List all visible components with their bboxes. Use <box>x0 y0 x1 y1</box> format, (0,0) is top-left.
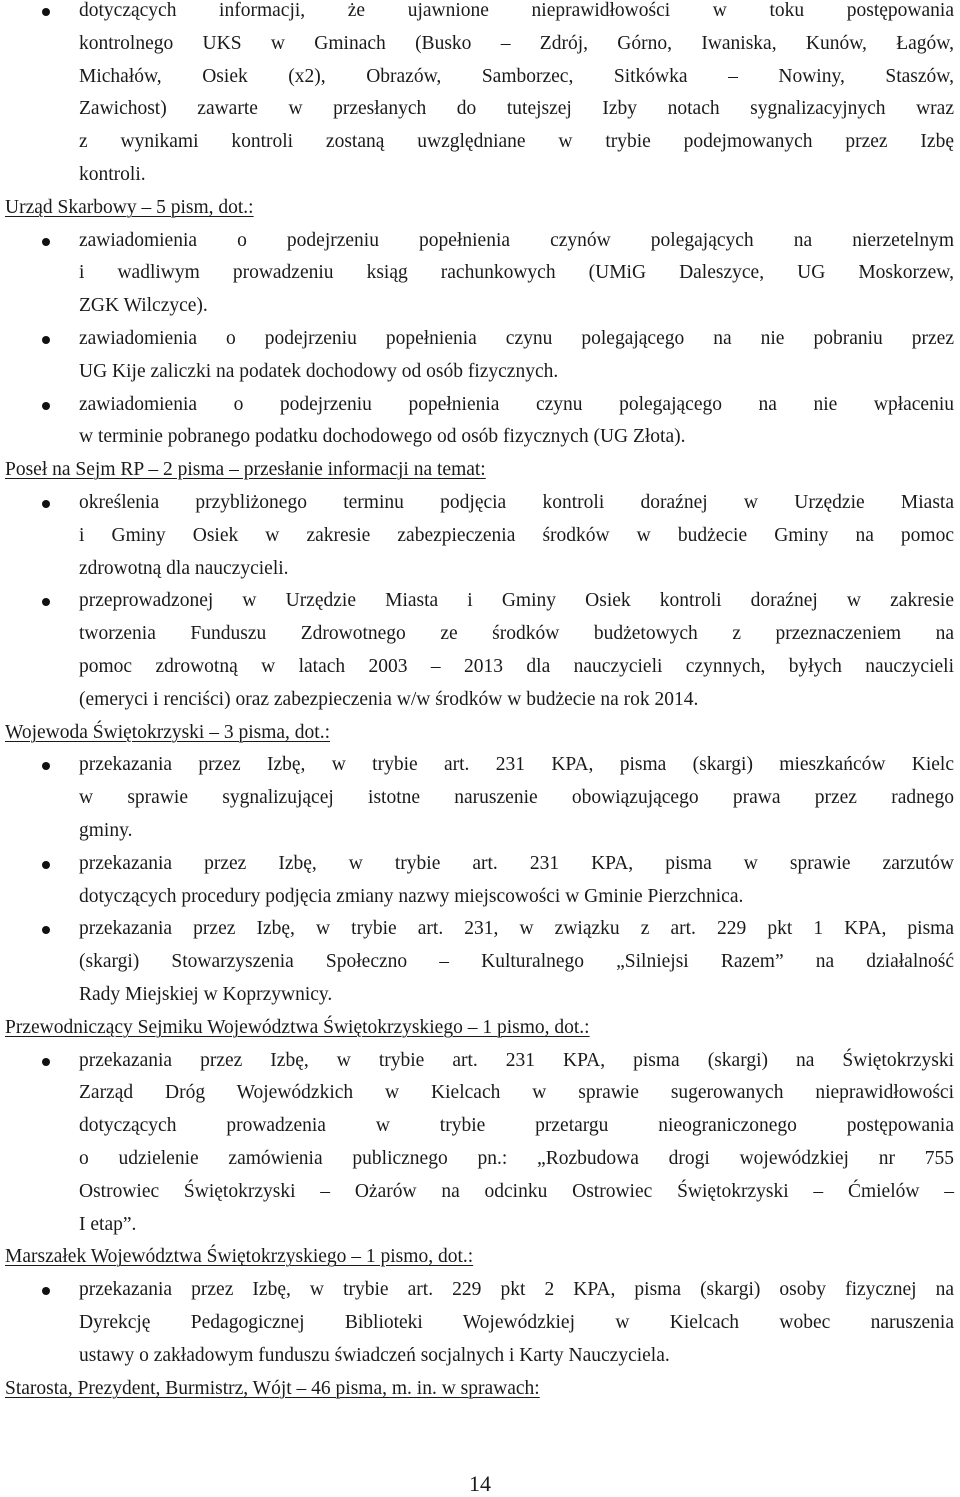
section-heading: Urząd Skarbowy – 5 pism, dot.: <box>5 196 254 218</box>
list-item-line: I etap”. <box>79 1213 137 1235</box>
list-item-line: zawiadomienia o podejrzeniu popełnienia czynu polegającego na nie wpłaceniu <box>79 393 954 415</box>
bullet-icon <box>42 1287 50 1295</box>
bullet-icon <box>42 8 50 16</box>
list-item-line: dotyczących informacji, że ujawnione nieprawidłowości w toku postępowania <box>79 0 954 21</box>
section-heading: Marszałek Województwa Świętokrzyskiego – 1 pismo, dot.: <box>5 1246 474 1268</box>
bullet-icon <box>42 598 50 606</box>
list-item-line: gminy. <box>79 820 133 841</box>
list-item-line: przeprowadzonej w Urzędzie Miasta i Gminy Osiek kontroli doraźnej w zakresie <box>79 590 954 612</box>
bullet-icon <box>42 336 50 344</box>
list-item-line: Ostrowiec Świętokrzyski – Ożarów na odcinku Ostrowiec Świętokrzyski – Ćmielów – <box>79 1180 954 1202</box>
list-item-line: i wadliwym prowadzeniu ksiąg rachunkowych (UMiG Daleszyce, UG Moskorzew, <box>79 262 954 284</box>
list-item-line: Zawichost) zawarte w przesłanych do tutejszej Izby notach sygnalizacyjnych wraz <box>79 98 954 120</box>
list-item-line: Rady Miejskiej w Koprzywnicy. <box>79 984 333 1005</box>
list-item-line: pomoc zdrowotną w latach 2003 – 2013 dla nauczycieli czynnych, byłych nauczycieli <box>79 656 954 677</box>
list-item-line: zawiadomienia o podejrzeniu popełnienia czynu polegającego na nie pobraniu przez <box>79 328 954 349</box>
list-item-line: dotyczących procedury podjęcia zmiany nazwy miejscowości w Gminie Pierzchnica. <box>79 885 744 907</box>
list-item-line: Michałów, Osiek (x2), Obrazów, Samborzec, Sitkówka – Nowiny, Staszów, <box>79 65 954 87</box>
list-item-line: Zarząd Dróg Wojewódzkich w Kielcach w sprawie sugerowanych nieprawidłowości <box>79 1082 954 1104</box>
list-item-line: z wynikami kontroli zostaną uwzględniane w trybie podejmowanych przez Izbę <box>79 131 954 153</box>
list-item-line: (emeryci i renciści) oraz zabezpieczenia w/w środków w budżecie na rok 2014. <box>79 688 699 710</box>
list-item-line: UG Kije zaliczki na podatek dochodowy od osób fizycznych. <box>79 360 559 382</box>
section-heading: Starosta, Prezydent, Burmistrz, Wójt – 46 pisma, m. in. w sprawach: <box>5 1377 540 1399</box>
section-heading: Poseł na Sejm RP – 2 pisma – przesłanie informacji na temat: <box>5 459 486 481</box>
list-item-line: kontrolnego UKS w Gminach (Busko – Zdrój, Górno, Iwaniska, Kunów, Łagów, <box>79 32 954 54</box>
page-number: 14 <box>469 1471 491 1496</box>
list-item-line: przekazania przez Izbę, w trybie art. 231, w związku z art. 229 pkt 1 KPA, pisma <box>79 918 954 940</box>
bullet-icon <box>42 926 50 934</box>
list-item-line: określenia przybliżonego terminu podjęcia kontroli doraźnej w Urzędzie Miasta <box>79 492 954 513</box>
list-item-line: w sprawie sygnalizującej istotne naruszenie obowiązującego prawa przez radnego <box>79 787 954 809</box>
bullet-icon <box>42 238 50 246</box>
bullet-icon <box>42 500 50 508</box>
list-item-line: i Gminy Osiek w zakresie zabezpieczenia środków w budżecie Gminy na pomoc <box>79 524 954 546</box>
list-item-line: Dyrekcję Pedagogicznej Biblioteki Wojewódzkiej w Kielcach wobec naruszenia <box>79 1312 954 1333</box>
list-item-line: przekazania przez Izbę, w trybie art. 231 KPA, pisma w sprawie zarzutów <box>79 852 954 874</box>
bullet-icon <box>42 1058 50 1066</box>
list-item-line: (skargi) Stowarzyszenia Społeczno – Kulturalnego „Silniejsi Razem” na działalność <box>79 951 954 973</box>
list-item-line: przekazania przez Izbę, w trybie art. 231 KPA, pisma (skargi) na Świętokrzyski <box>79 1049 954 1071</box>
bullet-icon <box>42 402 50 410</box>
bullet-icon <box>42 861 50 869</box>
list-item-line: przekazania przez Izbę, w trybie art. 231 KPA, pisma (skargi) mieszkańców Kielc <box>79 754 954 776</box>
section-heading: Wojewoda Świętokrzyski – 3 pisma, dot.: <box>5 721 331 743</box>
list-item-line: ustawy o zakładowym funduszu świadczeń socjalnych i Karty Nauczyciela. <box>79 1344 670 1366</box>
section-heading: Przewodniczący Sejmiku Województwa Świętokrzyskiego – 1 pismo, dot.: <box>5 1016 590 1038</box>
list-item-line: ZGK Wilczyce). <box>79 295 208 317</box>
list-item-line: o udzielenie zamówienia publicznego pn.: „Rozbudowa drogi wojewódzkiej nr 755 <box>79 1148 954 1169</box>
list-item-line: tworzenia Funduszu Zdrowotnego ze środków budżetowych z przeznaczeniem na <box>79 623 954 645</box>
list-item-line: zdrowotną dla nauczycieli. <box>79 557 289 579</box>
list-item-line: dotyczących prowadzenia w trybie przetargu nieograniczonego postępowania <box>79 1115 954 1137</box>
list-item-line: kontroli. <box>79 164 146 185</box>
list-item-line: przekazania przez Izbę, w trybie art. 229 pkt 2 KPA, pisma (skargi) osoby fizycznej na <box>79 1279 954 1301</box>
list-item-line: w terminie pobranego podatku dochodowego od osób fizycznych (UG Złota). <box>79 426 686 448</box>
list-item-line: zawiadomienia o podejrzeniu popełnienia czynów polegających na nierzetelnym <box>79 229 954 251</box>
bullet-icon <box>42 762 50 770</box>
